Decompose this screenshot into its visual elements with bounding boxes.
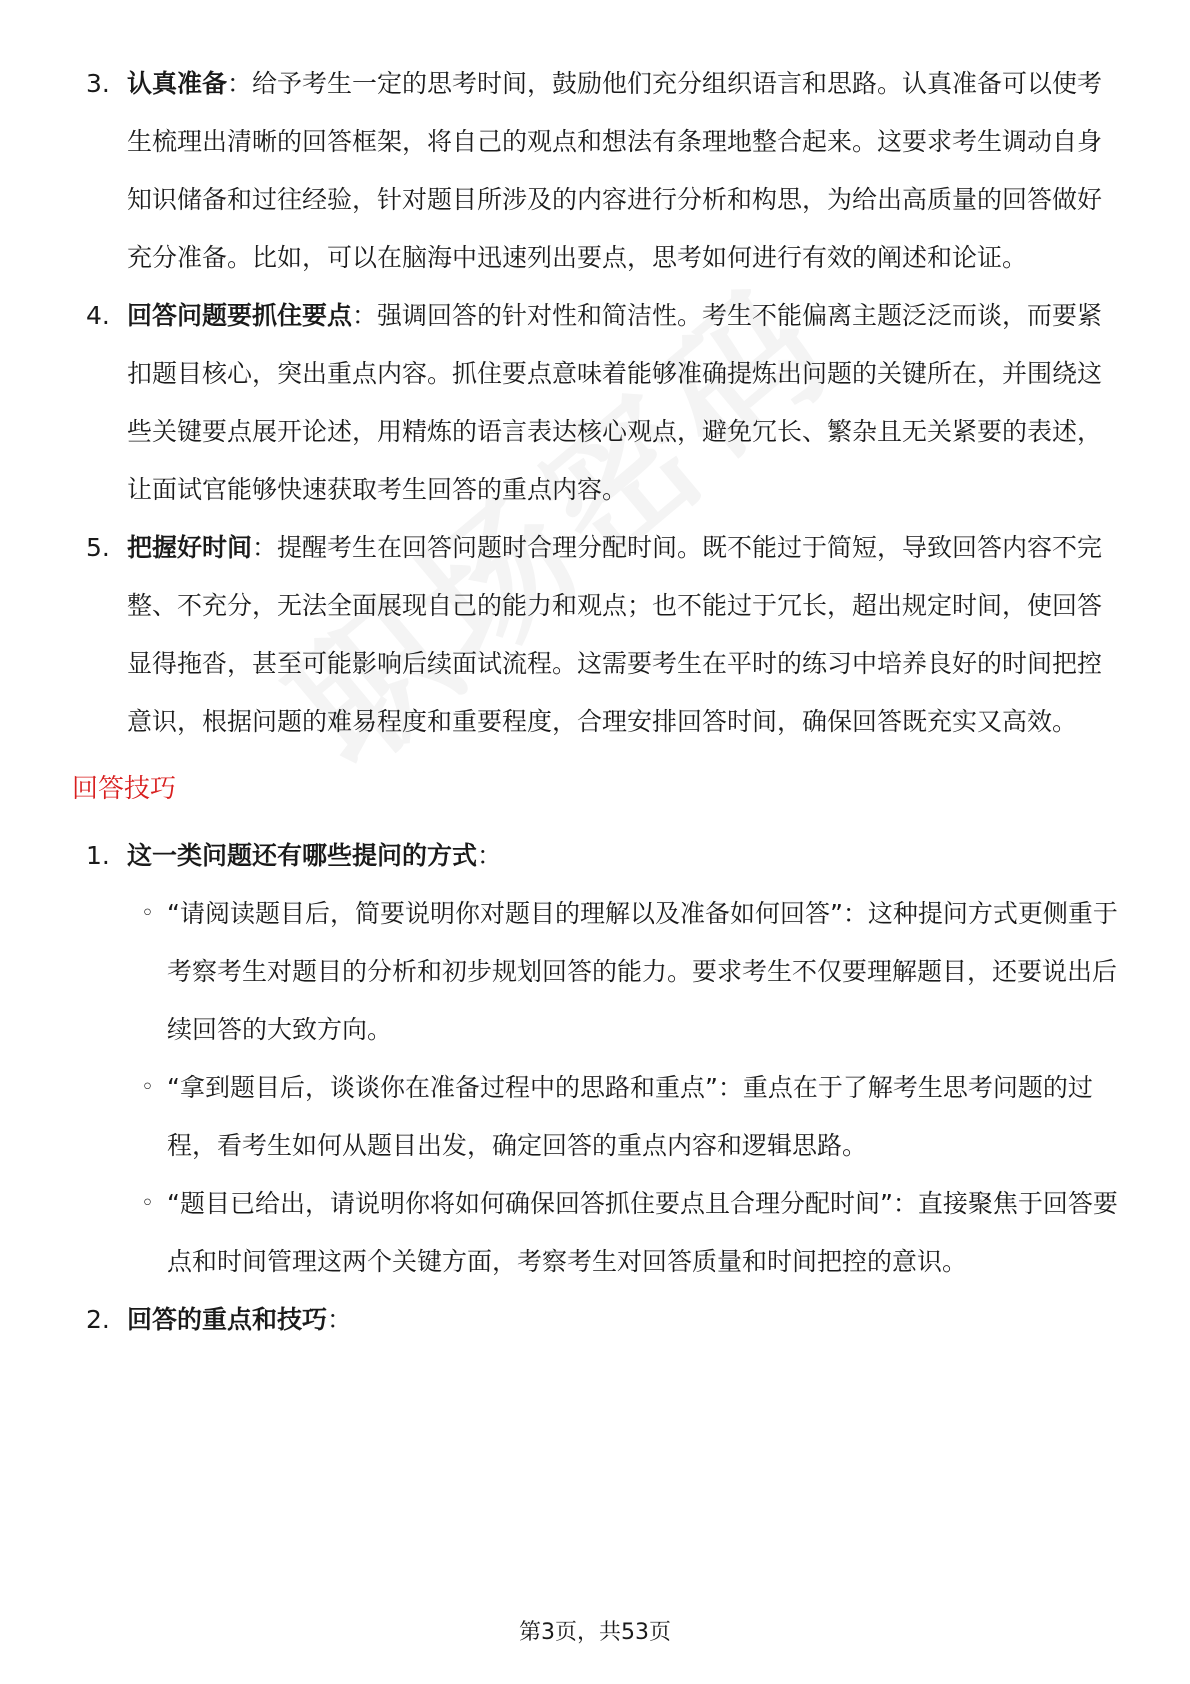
item-title: 把握好时间 [127, 533, 253, 562]
item-colon: ： [477, 841, 503, 870]
list-item [72, 827, 1122, 1291]
section-title: 回答技巧 [72, 774, 177, 804]
bullet-text: “拿到题目后，谈谈你在准备过程中的思路和重点”：重点在于了解考生思考问题的过程，看考生如何从题目出发，确定回答的重点内容和逻辑思路。 [167, 1073, 1093, 1160]
content-area [72, 55, 1122, 1349]
item-title: 回答的重点和技巧 [127, 1305, 328, 1334]
bullet-item [72, 885, 1122, 1059]
list-item [72, 287, 1122, 519]
bullet-item [72, 1059, 1122, 1175]
bullet-icon: ◦ [141, 1191, 154, 1216]
bullet-list [72, 885, 1122, 1291]
item-number: 4. [86, 301, 110, 330]
item-number: 1. [86, 841, 110, 870]
item-text: ：提醒考生在回答问题时合理分配时间。既不能过于简短，导致回答内容不完整、不充分，无法全面展现自己的能力和观点；也不能过于冗长，超出规定时间，使回答显得拖沓，甚至可能影响后续面试流程。这需要考生在平时的练习中培养良好的时间把控意识，根据问题的难易程度和重要程度，合理安排回答时间，确保回答既充实又高效。 [127, 533, 1103, 736]
list-item [72, 519, 1122, 751]
item-text: ：给予考生一定的思考时间，鼓励他们充分组织语言和思路。认真准备可以使考生梳理出清晰的回答框架，将自己的观点和想法有条理地整合起来。这要求考生调动自身知识储备和过往经验，针对题目所涉及的内容进行分析和构思，为给出高质量的回答做好充分准备。比如，可以在脑海中迅速列出要点，思考如何进行有效的阐述和论证。 [127, 69, 1103, 272]
tips-list [72, 827, 1122, 1349]
item-number: 3. [86, 69, 110, 98]
item-colon: ： [327, 1305, 353, 1334]
item-title: 这一类问题还有哪些提问的方式 [127, 841, 478, 870]
list-item [72, 55, 1122, 287]
item-title: 回答问题要抓住要点 [127, 301, 353, 330]
list-item [72, 1291, 1122, 1349]
bullet-text: “请阅读题目后，简要说明你对题目的理解以及准备如何回答”：这种提问方式更侧重于考察考生对题目的分析和初步规划回答的能力。要求考生不仅要理解题目，还要说出后续回答的大致方向。 [167, 899, 1118, 1044]
item-title: 认真准备 [127, 69, 228, 98]
bullet-text: “题目已给出，请说明你将如何确保回答抓住要点且合理分配时间”：直接聚焦于回答要点和时间管理这两个关键方面，考察考生对回答质量和时间把控的意识。 [167, 1189, 1118, 1276]
points-list [72, 55, 1122, 751]
page-footer: 第3页，共53页 [519, 1620, 671, 1645]
item-number: 2. [86, 1305, 110, 1334]
bullet-icon: ◦ [141, 1075, 154, 1100]
item-text: ：强调回答的针对性和简洁性。考生不能偏离主题泛泛而谈，而要紧扣题目核心，突出重点内容。抓住要点意味着能够准确提炼出问题的关键所在，并围绕这些关键要点展开论述，用精炼的语言表达核心观点，避免冗长、繁杂且无关紧要的表述，让面试官能够快速获取考生回答的重点内容。 [127, 301, 1103, 504]
bullet-item [72, 1175, 1122, 1291]
item-number: 5. [86, 533, 110, 562]
bullet-icon: ◦ [141, 901, 154, 926]
